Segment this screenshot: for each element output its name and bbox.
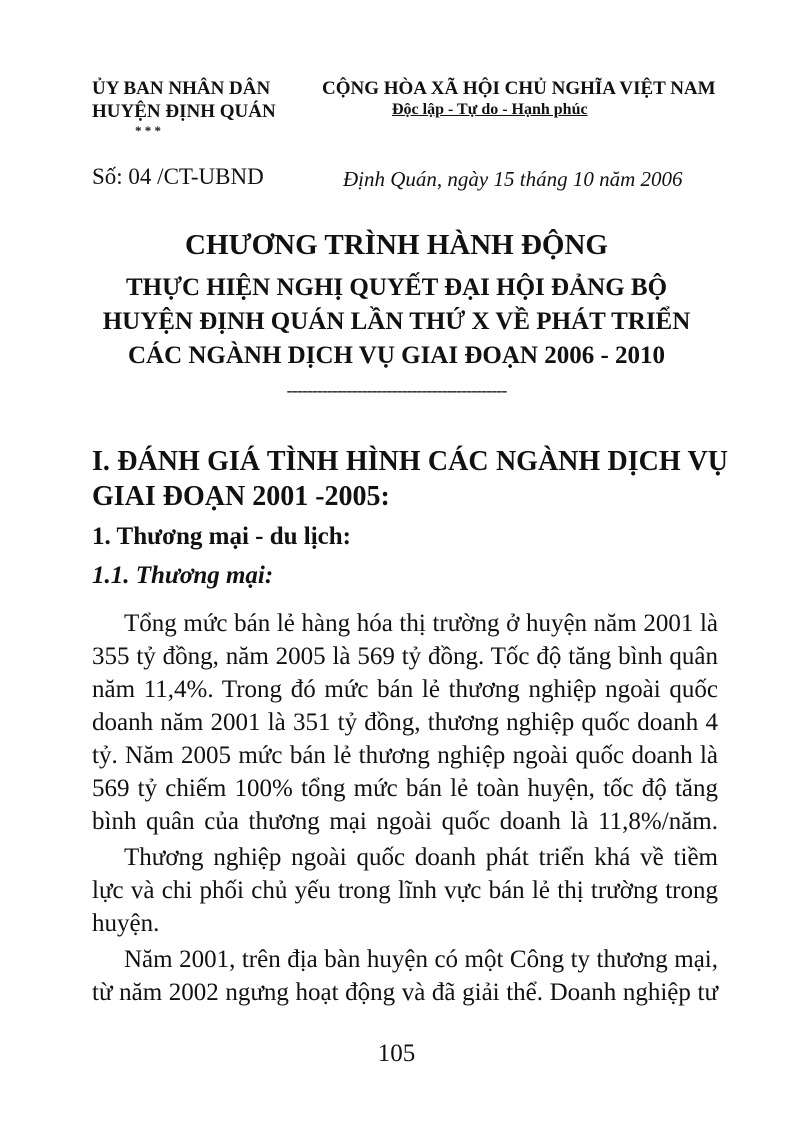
text-line: bình quân của thương mại ngoài quốc doanh là 11,8%/năm.	[92, 808, 718, 835]
text-line: 355 tỷ đồng, năm 2005 là 569 tỷ đồng. Tốc độ tăng bình quân	[92, 643, 718, 670]
place-date: Định Quán, ngày 15 tháng 10 năm 2006	[343, 167, 683, 191]
text-line: doanh năm 2001 là 351 tỷ đồng, thương nghiệp quốc doanh 4	[92, 709, 718, 736]
agency-name: ỦY BAN NHÂN DÂN	[92, 78, 271, 99]
stars-ornament: * * *	[135, 123, 161, 138]
country-name: CỘNG HÒA XÃ HỘI CHỦ NGHĨA VIỆT NAM	[322, 78, 716, 99]
text-line: lực và chi phối chủ yếu trong lĩnh vực bán lẻ thị trường trong	[92, 877, 718, 904]
title-line: THỰC HIỆN NGHỊ QUYẾT ĐẠI HỘI ĐẢNG BỘ	[125, 274, 668, 301]
section-heading: I. ĐÁNH GIÁ TÌNH HÌNH CÁC NGÀNH DỊCH VỤ	[92, 446, 728, 477]
subsubheading: 1.1. Thương mại:	[92, 562, 274, 589]
text-line: huyện.	[92, 910, 160, 937]
section-heading-cont: GIAI ĐOẠN 2001 -2005:	[92, 481, 390, 512]
text-line: 569 tỷ chiếm 100% tổng mức bán lẻ toàn huyện, tốc độ tăng	[92, 775, 718, 802]
document-number: Số: 04 /CT-UBND	[92, 164, 264, 189]
text-line: Tổng mức bán lẻ hàng hóa thị trường ở huyện năm 2001 là	[124, 610, 718, 637]
text-line: tỷ. Năm 2005 mức bán lẻ thương nghiệp ngoài quốc doanh là	[92, 742, 718, 769]
page-number: 105	[377, 1040, 416, 1067]
text-line: Năm 2001, trên địa bàn huyện có một Công ty thương mại,	[124, 946, 718, 973]
subheading: 1. Thương mại - du lịch:	[92, 523, 351, 550]
national-motto: Độc lập - Tự do - Hạnh phúc	[392, 101, 588, 118]
title-line: HUYỆN ĐỊNH QUÁN LẦN THỨ X VỀ PHÁT TRIỂN	[102, 308, 691, 335]
text-line: Thương nghiệp ngoài quốc doanh phát triển khá về tiềm	[124, 844, 718, 871]
text-line: năm 11,4%. Trong đó mức bán lẻ thương nghiệp ngoài quốc	[92, 676, 718, 703]
title-line: CÁC NGÀNH DỊCH VỤ GIAI ĐOẠN 2006 - 2010	[127, 342, 666, 369]
title-separator: --------------------------------------------	[286, 380, 507, 400]
title-line: CHƯƠNG TRÌNH HÀNH ĐỘNG	[185, 229, 608, 261]
text-line: từ năm 2002 ngưng hoạt động và đã giải thể. Doanh nghiệp tư	[92, 979, 718, 1006]
district-name: HUYỆN ĐỊNH QUÁN	[92, 101, 276, 122]
